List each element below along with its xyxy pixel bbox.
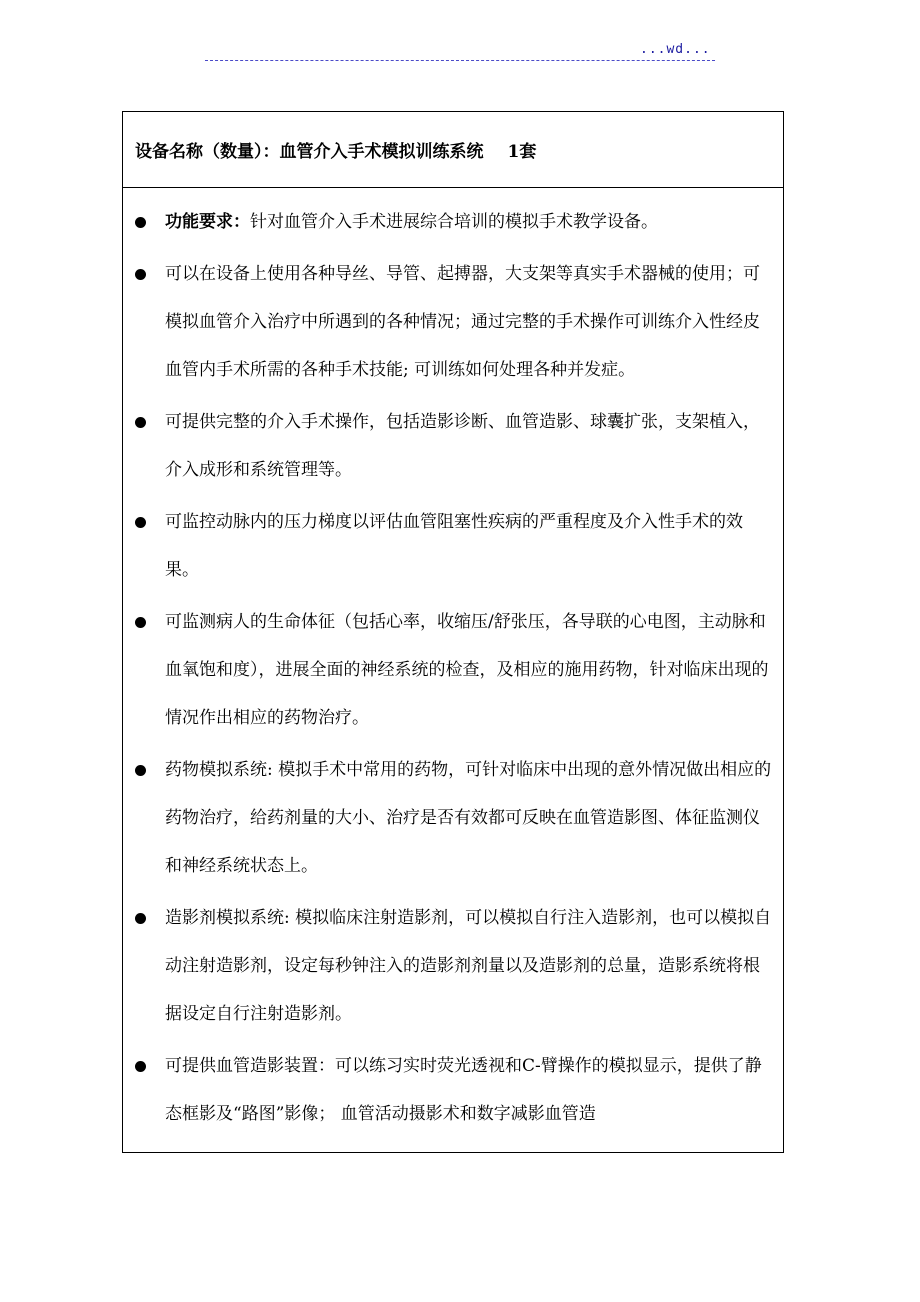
bullet-icon	[135, 765, 146, 776]
item-text: 可以在设备上使用各种导丝、导管、起搏器，大支架等真实手术器械的使用；可模拟血管介入治疗中所遇到的各种情况；通过完整的手术操作可训练介入性经皮血管内手术所需的各种手术技能; 可训练如何处理各种并发症。	[165, 264, 760, 380]
item-text: 可监控动脉内的压力梯度以评估血管阻塞性疾病的严重程度及介入性手术的效果。	[165, 512, 743, 580]
equipment-title-row	[123, 112, 783, 188]
item-text: 针对血管介入手术进展综合培训的模拟手术教学设备。	[250, 212, 658, 232]
bullet-icon	[135, 269, 146, 280]
equipment-spec-table	[122, 111, 784, 1153]
item-text: 可监测病人的生命体征（包括心率，收缩压/舒张压，各导联的心电图，主动脉和血氧饱和度），进展全面的神经系统的检查，及相应的施用药物，针对临床出现的情况作出相应的药物治疗。	[165, 612, 769, 728]
item-text: 造影剂模拟系统: 模拟临床注射造影剂，可以模拟自行注入造影剂，也可以模拟自动注射造影剂，设定每秒钟注入的造影剂剂量以及造影剂的总量，造影系统将根据设定自行注射造影剂。	[165, 908, 772, 1024]
item-text: 可提供血管造影装置：可以练习实时荧光透视和C-臂操作的模拟显示，提供了静态框影及“路图”影像； 血管活动摄影术和数字减影血管造	[165, 1056, 762, 1124]
equipment-title: 设备名称（数量）：血管介入手术模拟训练系统	[135, 142, 484, 162]
list-item	[123, 394, 783, 494]
list-item	[123, 1038, 783, 1138]
item-text: 可提供完整的介入手术操作，包括造影诊断、血管造影、球囊扩张，支架植入，介入成形和系统管理等。	[165, 412, 760, 480]
bullet-icon	[135, 517, 146, 528]
list-item	[123, 890, 783, 1038]
header-watermark: ...wd...	[640, 42, 711, 57]
list-item	[123, 246, 783, 394]
header-dashed-rule	[205, 60, 715, 61]
bullet-icon	[135, 217, 146, 228]
equipment-quantity: 1套	[507, 142, 537, 162]
item-text: 药物模拟系统: 模拟手术中常用的药物，可针对临床中出现的意外情况做出相应的药物治疗，给药剂量的大小、治疗是否有效都可反映在血管造影图、体征监测仪和神经系统状态上。	[165, 760, 772, 876]
bullet-icon	[135, 417, 146, 428]
item-lead: 功能要求：	[165, 212, 250, 232]
bullet-icon	[135, 913, 146, 924]
bullet-icon	[135, 1061, 146, 1072]
list-item	[123, 494, 783, 594]
bullet-icon	[135, 617, 146, 628]
list-item	[123, 742, 783, 890]
list-item	[123, 594, 783, 742]
list-item	[123, 194, 783, 246]
requirements-list	[123, 194, 783, 1138]
